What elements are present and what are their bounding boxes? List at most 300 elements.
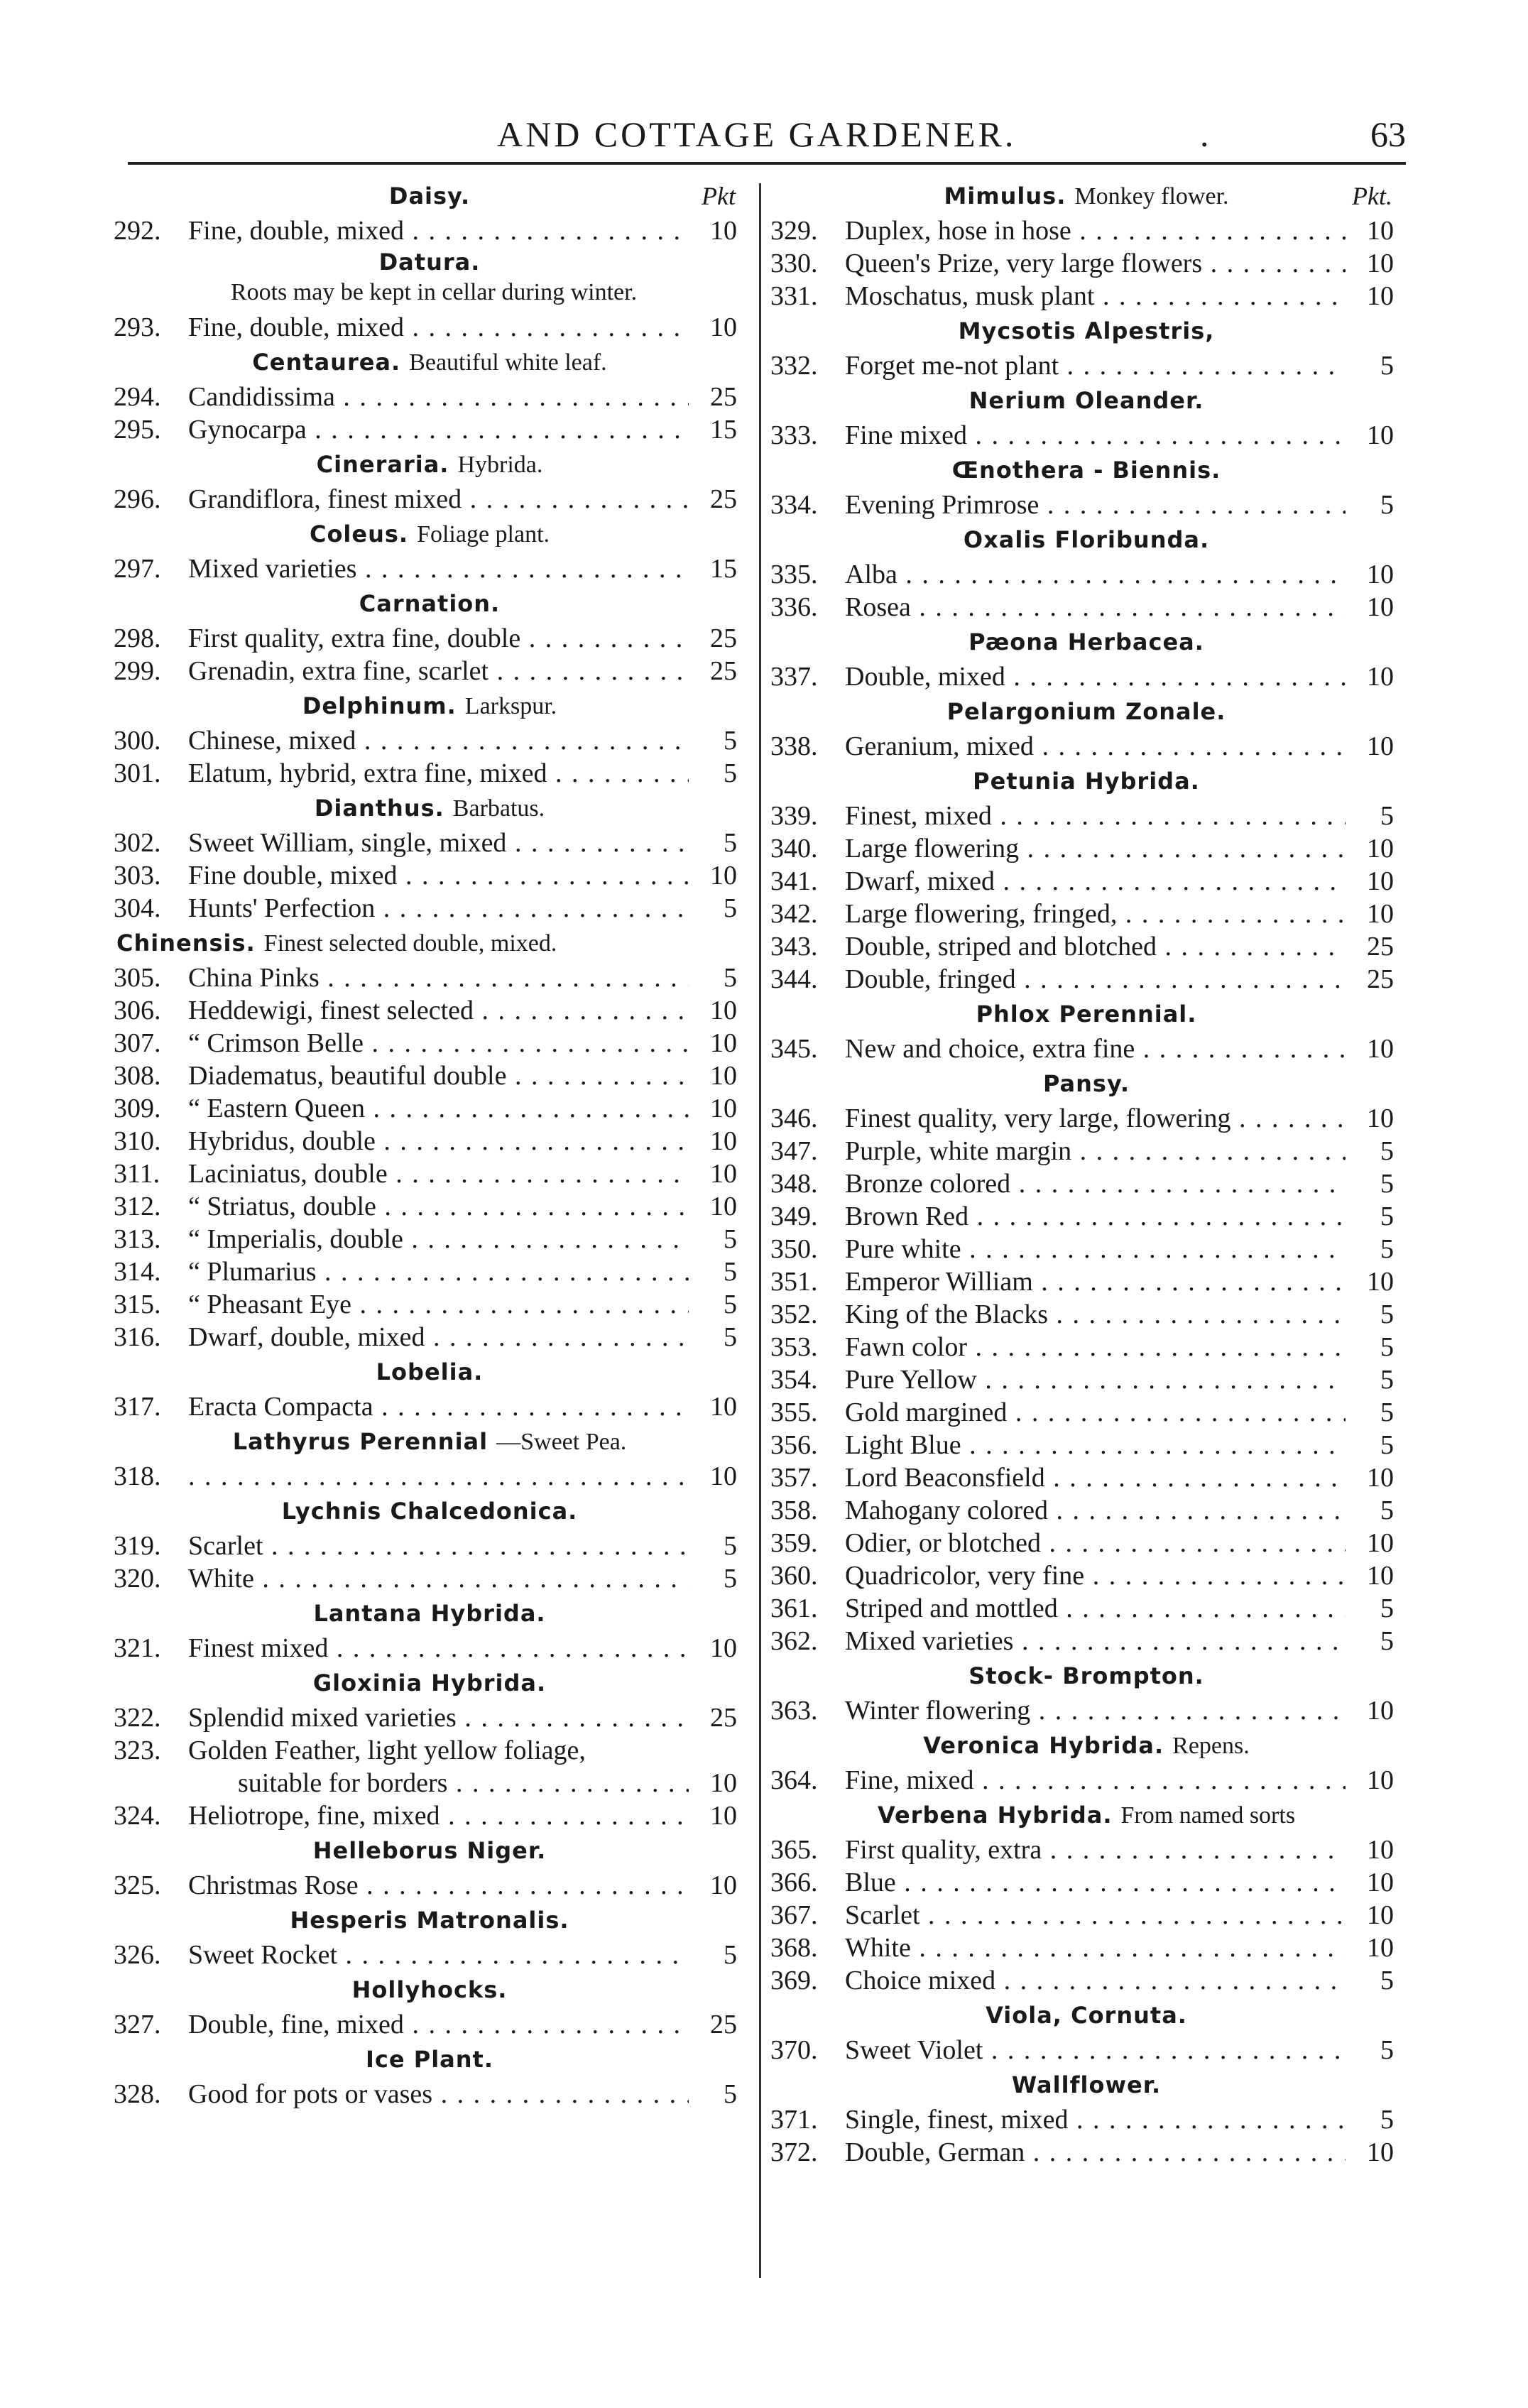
entry-number: 300. (114, 726, 161, 756)
entry-description: Fine double, mixed . . . (188, 859, 689, 892)
section-heading (114, 1423, 746, 1460)
catalog-entry (114, 724, 746, 757)
entry-description: White . . . (845, 1932, 1346, 1964)
entry-description: Fawn color . . . (845, 1331, 1346, 1363)
catalog-entry (770, 2103, 1402, 2136)
entry-description: Large flowering . . . (845, 832, 1346, 865)
catalog-entry (770, 865, 1402, 898)
entry-number: 309. (114, 1094, 161, 1123)
entry-description: Dwarf, double, mixed . . . (188, 1321, 689, 1353)
catalog-entry (114, 1390, 746, 1423)
catalog-entry (114, 655, 746, 687)
catalog-entry (114, 622, 746, 655)
section-heading-name: Œnothera - Biennis. (951, 457, 1221, 484)
entry-price: 10 (1361, 1102, 1394, 1135)
entry-number: 354. (770, 1365, 818, 1395)
entry-price: 5 (1375, 1396, 1394, 1429)
section-heading-name: Petunia Hybrida. (973, 768, 1200, 795)
catalog-entry (114, 1255, 746, 1288)
entry-price: 5 (1375, 1167, 1394, 1200)
catalog-entry (114, 1288, 746, 1321)
section-heading-name: Helleborus Niger. (312, 1837, 547, 1864)
entry-description: Purple, white margin . . . (845, 1135, 1346, 1167)
section-heading-name: Nerium Oleander. (968, 387, 1204, 414)
entry-number: 325. (114, 1870, 161, 1900)
entry-number: 320. (114, 1564, 161, 1593)
section-heading-name: Lobelia. (376, 1358, 484, 1385)
catalog-entry (114, 413, 746, 446)
entry-description: Elatum, hybrid, extra fine, mixed . . . (188, 757, 689, 790)
entry-price: 5 (718, 827, 737, 859)
section-heading (770, 693, 1402, 730)
catalog-entry (114, 1632, 746, 1665)
section-heading (770, 996, 1402, 1033)
section-heading (114, 925, 746, 961)
entry-description: Duplex, hose in hose . . . (845, 214, 1346, 247)
section-heading-note: Foliage plant. (417, 521, 550, 547)
catalog-entry (114, 1939, 746, 1971)
entry-number: 359. (770, 1528, 818, 1558)
entry-description: Mahogany colored . . . (845, 1494, 1346, 1527)
entry-price: 10 (1361, 1461, 1394, 1494)
section-heading-name: Phlox Perennial. (976, 1001, 1197, 1028)
entry-description: Grenadin, extra fine, scarlet . . . (188, 655, 689, 687)
entry-number: 337. (770, 662, 818, 692)
section-heading (770, 2066, 1402, 2103)
entry-description: Large flowering, fringed, . . . (845, 898, 1346, 930)
entry-number: 330. (770, 249, 818, 278)
entry-description: Double, fringed . . . (845, 963, 1346, 996)
section-heading-name: Verbena Hybrida. (877, 1802, 1113, 1829)
section-heading (770, 452, 1402, 489)
entry-number: 305. (114, 963, 161, 993)
entry-price: 5 (718, 1223, 737, 1255)
entry-number: 331. (770, 281, 818, 311)
section-heading-name: Pelargonium Zonale. (946, 698, 1226, 725)
section-heading-name: Mycsotis Alpestris, (958, 317, 1215, 344)
entry-description: Evening Primrose . . . (845, 489, 1346, 521)
entry-description: Forget me-not plant . . . (845, 349, 1346, 382)
entry-description: Geranium, mixed . . . (845, 730, 1346, 763)
entry-number: 366. (770, 1868, 818, 1897)
entry-description: Golden Feather, light yellow foliage, (188, 1736, 586, 1765)
entry-description: First quality, extra fine, double . . . (188, 622, 689, 655)
entry-number: 319. (114, 1531, 161, 1561)
catalog-entry (770, 1494, 1402, 1527)
entry-price: 10 (704, 1460, 737, 1493)
entry-description: Double, mixed . . . (845, 660, 1346, 693)
catalog-entry (114, 1223, 746, 1255)
entry-price: 15 (704, 413, 737, 446)
catalog-entry (770, 1964, 1402, 1997)
entry-number: 299. (114, 656, 161, 686)
section-heading-name: Centaurea. (252, 349, 401, 376)
entry-description: Dwarf, mixed . . . (845, 865, 1346, 898)
entry-price: 5 (718, 961, 737, 994)
catalog-entry (114, 1869, 746, 1902)
catalog-entry (770, 1200, 1402, 1233)
catalog-entry (114, 1321, 746, 1353)
entry-number: 303. (114, 861, 161, 890)
entry-description: First quality, extra . . . (845, 1834, 1346, 1866)
section-heading-name: Lychnis Chalcedonica. (281, 1498, 578, 1525)
section-heading-name: Carnation. (359, 590, 501, 617)
catalog-entry (770, 730, 1402, 763)
entry-number: 324. (114, 1801, 161, 1831)
entry-description: Grandiflora, finest mixed . . . (188, 483, 689, 516)
catalog-entry (770, 1592, 1402, 1625)
entry-price: 10 (1361, 898, 1394, 930)
entry-number: 317. (114, 1392, 161, 1422)
section-heading-name: Daisy. (388, 182, 471, 209)
catalog-entry (114, 1701, 746, 1734)
entry-number: 295. (114, 415, 161, 445)
entry-description: Hunts' Perfection . . . (188, 892, 689, 925)
entry-price: 10 (1361, 591, 1394, 623)
entry-number: 332. (770, 351, 818, 381)
catalog-entry (770, 247, 1402, 280)
entry-price: 10 (704, 1092, 737, 1125)
entry-description: Lord Beaconsfield . . . (845, 1461, 1346, 1494)
entry-description: Candidissima . . . (188, 381, 689, 413)
entry-description: Sweet William, single, mixed . . . (188, 827, 689, 859)
right-column (770, 178, 1402, 2169)
section-heading-note: —Sweet Pea. (496, 1429, 627, 1455)
entry-description: Hybridus, double . . . (188, 1125, 689, 1157)
entry-number: 344. (770, 964, 818, 994)
catalog-entry (114, 892, 746, 925)
section-heading (114, 1595, 746, 1632)
entry-price: 5 (1375, 2103, 1394, 2136)
entry-price: 25 (704, 381, 737, 413)
catalog-entry (770, 1764, 1402, 1797)
entry-number: 361. (770, 1593, 818, 1623)
entry-number: 360. (770, 1561, 818, 1591)
entry-description: Heddewigi, finest selected . . . (188, 994, 689, 1027)
section-heading-note: Roots may be kept in cellar during winter. (230, 279, 638, 305)
entry-number: 341. (770, 866, 818, 896)
entry-number: 335. (770, 560, 818, 589)
entry-number: 302. (114, 828, 161, 858)
section-heading-name: Pæona Herbacea. (968, 628, 1204, 655)
catalog-entry (770, 2136, 1402, 2169)
section-heading-name: Dianthus. (314, 795, 444, 822)
entry-price: 10 (704, 214, 737, 247)
entry-price: 10 (1361, 280, 1394, 312)
entry-description: Rosea . . . (845, 591, 1346, 623)
entry-number: 328. (114, 2079, 161, 2109)
entry-number: 364. (770, 1765, 818, 1795)
entry-description: Fine, double, mixed . . . (188, 214, 689, 247)
catalog-entry (770, 1265, 1402, 1298)
entry-price: 25 (704, 622, 737, 655)
entry-description-continued: suitable for borders . . . (238, 1767, 689, 1799)
entry-price: 10 (1361, 1764, 1394, 1797)
catalog-entry (770, 660, 1402, 693)
entry-number: 343. (770, 932, 818, 961)
entry-number: 367. (770, 1900, 818, 1930)
section-heading (770, 1797, 1402, 1834)
section-heading (114, 178, 746, 214)
column-divider (759, 183, 761, 2278)
catalog-entry (770, 419, 1402, 452)
entry-price: 10 (1361, 558, 1394, 591)
section-heading (770, 1727, 1402, 1764)
section-heading (114, 790, 746, 827)
entry-description: King of the Blacks . . . (845, 1298, 1346, 1331)
catalog-entry (770, 1298, 1402, 1331)
entry-number: 348. (770, 1169, 818, 1199)
entry-price: 5 (1375, 1298, 1394, 1331)
catalog-entry (114, 1799, 746, 1832)
entry-number: 342. (770, 899, 818, 929)
catalog-entry (770, 1899, 1402, 1932)
entry-number: 314. (114, 1257, 161, 1287)
entry-description: Good for pots or vases . . . (188, 2078, 689, 2110)
pkt-column-label: Pkt. (1352, 182, 1392, 210)
entry-price: 5 (1375, 1964, 1394, 1997)
header-rule (128, 162, 1406, 165)
entry-number: 315. (114, 1290, 161, 1319)
entry-number: 334. (770, 490, 818, 520)
section-heading (114, 1353, 746, 1390)
entry-number: 310. (114, 1126, 161, 1156)
catalog-entry (770, 963, 1402, 996)
catalog-entry (114, 2078, 746, 2110)
catalog-entry (114, 1562, 746, 1595)
section-heading-note: From named sorts (1120, 1802, 1296, 1829)
entry-description: Double, striped and blotched . . . (845, 930, 1346, 963)
entry-price: 5 (718, 1255, 737, 1288)
catalog-entry (770, 1331, 1402, 1363)
section-heading (770, 623, 1402, 660)
entry-description: White . . . (188, 1562, 689, 1595)
entry-price: 10 (704, 1632, 737, 1665)
entry-description: Queen's Prize, very large flowers . . . (845, 247, 1346, 280)
catalog-entry (770, 1429, 1402, 1461)
entry-description: Finest, mixed . . . (845, 800, 1346, 832)
running-head: AND COTTAGE GARDENER. (497, 114, 1017, 154)
entry-price: 5 (1375, 1429, 1394, 1461)
entry-number: 371. (770, 2105, 818, 2135)
entry-price: 5 (718, 892, 737, 925)
entry-price: 10 (704, 1390, 737, 1423)
catalog-entry (770, 930, 1402, 963)
catalog-entry (114, 1092, 746, 1125)
entry-number: 311. (114, 1159, 160, 1189)
section-heading-name: Lantana Hybrida. (313, 1600, 546, 1627)
entry-description: Alba . . . (845, 558, 1346, 591)
entry-price: 15 (704, 552, 737, 585)
section-heading (114, 446, 746, 483)
entry-number: 322. (114, 1703, 161, 1733)
section-heading (114, 247, 746, 311)
catalog-entry (770, 800, 1402, 832)
section-heading-note: Finest selected double, mixed. (263, 930, 557, 957)
catalog-entry (770, 832, 1402, 865)
catalog-entry (770, 1559, 1402, 1592)
entry-description: Bronze colored . . . (845, 1167, 1346, 1200)
entry-price: 5 (1375, 800, 1394, 832)
catalog-entry (114, 1190, 746, 1223)
section-heading (114, 2041, 746, 2078)
entry-price: 10 (704, 1190, 737, 1223)
catalog-entry (114, 214, 746, 247)
pkt-column-label: Pkt (702, 182, 736, 210)
entry-description: “ Striatus, double . . . (188, 1190, 689, 1223)
section-heading (114, 344, 746, 381)
catalog-entry (114, 311, 746, 344)
section-heading (770, 382, 1402, 419)
entry-number: 293. (114, 312, 161, 342)
entry-price: 10 (1361, 1694, 1394, 1727)
entry-number: 323. (114, 1736, 161, 1765)
entry-description: Emperor William . . . (845, 1265, 1346, 1298)
entry-price: 5 (1375, 489, 1394, 521)
entry-description: Brown Red . . . (845, 1200, 1346, 1233)
catalog-entry (770, 591, 1402, 623)
entry-description (188, 1460, 689, 1493)
entry-price: 5 (718, 724, 737, 757)
entry-number: 365. (770, 1835, 818, 1865)
entry-number: 340. (770, 834, 818, 863)
entry-description: Eracta Compacta . . . (188, 1390, 689, 1423)
section-heading (770, 763, 1402, 800)
section-heading (770, 1657, 1402, 1694)
section-heading (114, 1832, 746, 1869)
entry-description: Fine mixed . . . (845, 419, 1346, 452)
entry-price: 5 (718, 1530, 737, 1562)
entry-number: 370. (770, 2035, 818, 2065)
section-heading (114, 1971, 746, 2008)
entry-price: 10 (1361, 1527, 1394, 1559)
entry-number: 339. (770, 801, 818, 831)
entry-price: 5 (718, 2078, 737, 2110)
entry-price: 10 (704, 1869, 737, 1902)
section-heading-name: Cineraria. (316, 451, 449, 478)
entry-price: 10 (1361, 419, 1394, 452)
section-heading (114, 1902, 746, 1939)
entry-description: Pure white . . . (845, 1233, 1346, 1265)
catalog-entry (114, 1530, 746, 1562)
entry-description: “ Imperialis, double . . . (188, 1223, 689, 1255)
catalog-entry (770, 1102, 1402, 1135)
entry-number: 356. (770, 1430, 818, 1460)
catalog-entry (114, 961, 746, 994)
entry-number: 338. (770, 731, 818, 761)
entry-number: 350. (770, 1234, 818, 1264)
entry-price: 10 (1361, 1932, 1394, 1964)
entry-description: Single, finest, mixed . . . (845, 2103, 1346, 2136)
entry-price: 25 (1361, 930, 1394, 963)
catalog-entry (770, 349, 1402, 382)
left-column (114, 178, 746, 2110)
catalog-entry (770, 1233, 1402, 1265)
entry-price: 10 (704, 859, 737, 892)
entry-description: Scarlet . . . (845, 1899, 1346, 1932)
catalog-entry (114, 381, 746, 413)
entry-price: 5 (1375, 1200, 1394, 1233)
section-heading-name: Hesperis Matronalis. (290, 1907, 569, 1934)
catalog-entry (770, 1461, 1402, 1494)
section-heading-note: Larkspur. (464, 693, 557, 719)
section-heading-note: Repens. (1172, 1733, 1250, 1759)
entry-description: “ Pheasant Eye . . . (188, 1288, 689, 1321)
entry-price: 25 (704, 2008, 737, 2041)
entry-price: 10 (704, 994, 737, 1027)
entry-description: Striped and mottled . . . (845, 1592, 1346, 1625)
catalog-entry (770, 1167, 1402, 1200)
entry-number: 308. (114, 1061, 161, 1091)
entry-description: Heliotrope, fine, mixed . . . (188, 1799, 689, 1832)
entry-description: Double, fine, mixed . . . (188, 2008, 689, 2041)
entry-number: 362. (770, 1626, 818, 1656)
entry-number: 351. (770, 1267, 818, 1297)
entry-price: 5 (1375, 1625, 1394, 1657)
entry-description: “ Eastern Queen . . . (188, 1092, 689, 1125)
entry-number: 306. (114, 996, 161, 1025)
catalog-entry (770, 1527, 1402, 1559)
entry-price: 10 (704, 1799, 737, 1832)
entry-price: 10 (704, 311, 737, 344)
entry-price: 25 (1361, 963, 1394, 996)
page-number: 63 (1370, 114, 1406, 154)
entry-number: 353. (770, 1332, 818, 1362)
entry-number: 357. (770, 1463, 818, 1493)
section-heading-name: Datura. (378, 249, 481, 276)
entry-number: 327. (114, 2010, 161, 2039)
catalog-entry (114, 1734, 746, 1799)
catalog-entry (770, 1135, 1402, 1167)
entry-price: 10 (1361, 1559, 1394, 1592)
entry-number: 347. (770, 1136, 818, 1166)
entry-description: Moschatus, musk plant . . . (845, 280, 1346, 312)
catalog-entry (770, 558, 1402, 591)
entry-description: Light Blue . . . (845, 1429, 1346, 1461)
entry-description: Sweet Violet . . . (845, 2034, 1346, 2066)
section-heading (114, 585, 746, 622)
entry-number: 321. (114, 1633, 161, 1663)
entry-number: 336. (770, 592, 818, 622)
entry-number: 345. (770, 1034, 818, 1064)
entry-description: Pure Yellow . . . (845, 1363, 1346, 1396)
catalog-entry (770, 1866, 1402, 1899)
entry-price: 5 (1375, 1494, 1394, 1527)
section-heading-name: Gloxinia Hybrida. (312, 1669, 547, 1696)
section-heading (770, 521, 1402, 558)
section-heading-name: Hollyhocks. (351, 1976, 508, 2003)
entry-number: 298. (114, 623, 161, 653)
section-heading-note: Barbatus. (452, 795, 545, 822)
entry-description: “ Crimson Belle . . . (188, 1027, 689, 1059)
catalog-entry (770, 489, 1402, 521)
section-heading-name: Ice Plant. (366, 2046, 493, 2073)
entry-number: 358. (770, 1496, 818, 1525)
catalog-entry (770, 214, 1402, 247)
catalog-entry (770, 898, 1402, 930)
catalog-entry (770, 1033, 1402, 1065)
catalog-entry (770, 1932, 1402, 1964)
entry-number: 326. (114, 1940, 161, 1970)
entry-price: 10 (1361, 865, 1394, 898)
entry-description: Quadricolor, very fine . . . (845, 1559, 1346, 1592)
entry-price: 10 (1361, 1899, 1394, 1932)
catalog-entry (770, 1625, 1402, 1657)
entry-price: 25 (704, 655, 737, 687)
entry-description: Scarlet . . . (188, 1530, 689, 1562)
entry-description: Gold margined . . . (845, 1396, 1346, 1429)
catalog-entry (114, 1460, 746, 1493)
